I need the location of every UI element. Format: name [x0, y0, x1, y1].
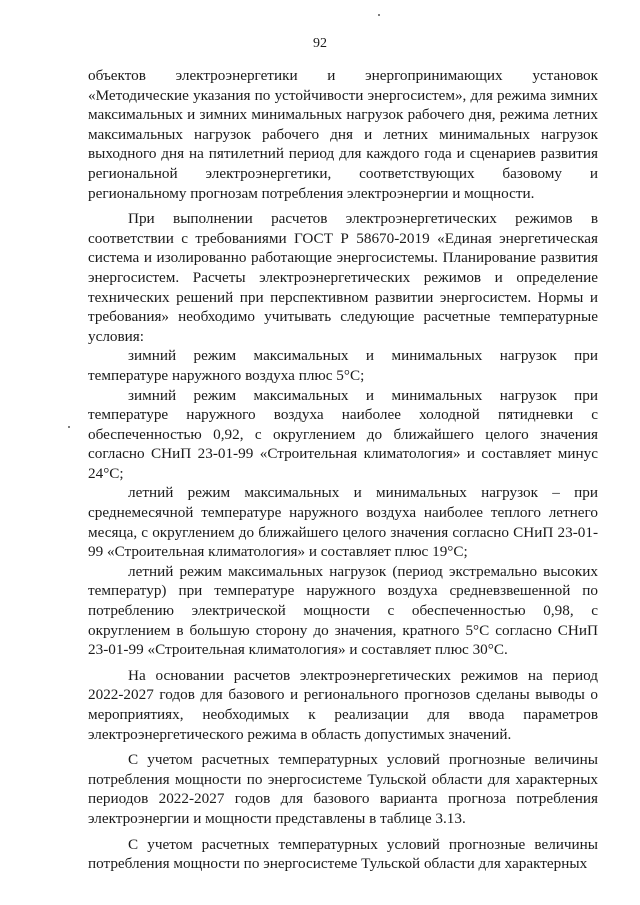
paragraph: объектов электроэнергетики и энергопринимающих установок «Методические указания по устойчивости энергосистем», для режима зимних максимальных и зимних минимальных нагрузок рабочего дня, режима летних максимальных нагрузок рабочего дня и летних минимальных нагрузок выходного дня на пятилетний период для каждого года и сценариев развития региональной электроэнергетики, соответствующих базовому и региональному прогнозам потребления электроэнергии и мощности.: [88, 67, 598, 202]
scan-speck: [378, 14, 380, 16]
paragraph: зимний режим максимальных и минимальных нагрузок при температуре наружного воздуха наиболее холодной пятидневки с обеспеченностью 0,92, с округлением до ближайшего целого значения согласно СНиП 23-01-99 «Строительная климатология» и составляет минус 24°С;: [88, 386, 598, 482]
paragraph: С учетом расчетных температурных условий прогнозные величины потребления мощности по энергосистеме Тульской области для характерных периодов 2022-2027 годов для базового варианта прогноза потребления электроэнергии и мощности представлены в таблице 3.13.: [88, 751, 598, 827]
scan-speck: [68, 426, 70, 428]
paragraph: При выполнении расчетов электроэнергетических режимов в соответствии с требованиями ГОСТ Р 58670-2019 «Единая энергетическая система и изолированно работающие энергосистемы. Планирование развития энергосистем. Расчеты электроэнергетических режимов и определение технических решений при перспективном развитии энергосистем. Нормы и требования» необходимо учитывать следующие расчетные температурные условия:: [88, 210, 598, 345]
paragraph: На основании расчетов электроэнергетических режимов на период 2022-2027 годов для базового и регионального прогнозов сделаны выводы о мероприятиях, необходимых к реализации для ввода параметров электроэнергетического режима в область допустимых значений.: [88, 666, 598, 743]
paragraph: летний режим максимальных и минимальных нагрузок – при среднемесячной температуре наружного воздуха наиболее теплого летнего месяца, с округлением до ближайшего целого значения согласно СНиП 23-01-99 «Строительная климатология» и составляет плюс 19°С;: [88, 484, 598, 561]
document-body: [88, 66, 598, 874]
paragraph: зимний режим максимальных и минимальных нагрузок при температуре наружного воздуха плюс 5°С;: [88, 347, 598, 384]
paragraph: летний режим максимальных нагрузок (период экстремально высоких температур) при температуре наружного воздуха средневзвешенной по потреблению электрической мощности с обеспеченностью 0,98, с округлением в большую сторону до значения, кратного 5°С согласно СНиП 23-01-99 «Строительная климатология» и составляет плюс 30°С.: [88, 562, 598, 659]
page-number: 92: [313, 36, 327, 51]
paragraph: С учетом расчетных температурных условий прогнозные величины потребления мощности по энергосистеме Тульской области для характерных: [88, 835, 598, 873]
